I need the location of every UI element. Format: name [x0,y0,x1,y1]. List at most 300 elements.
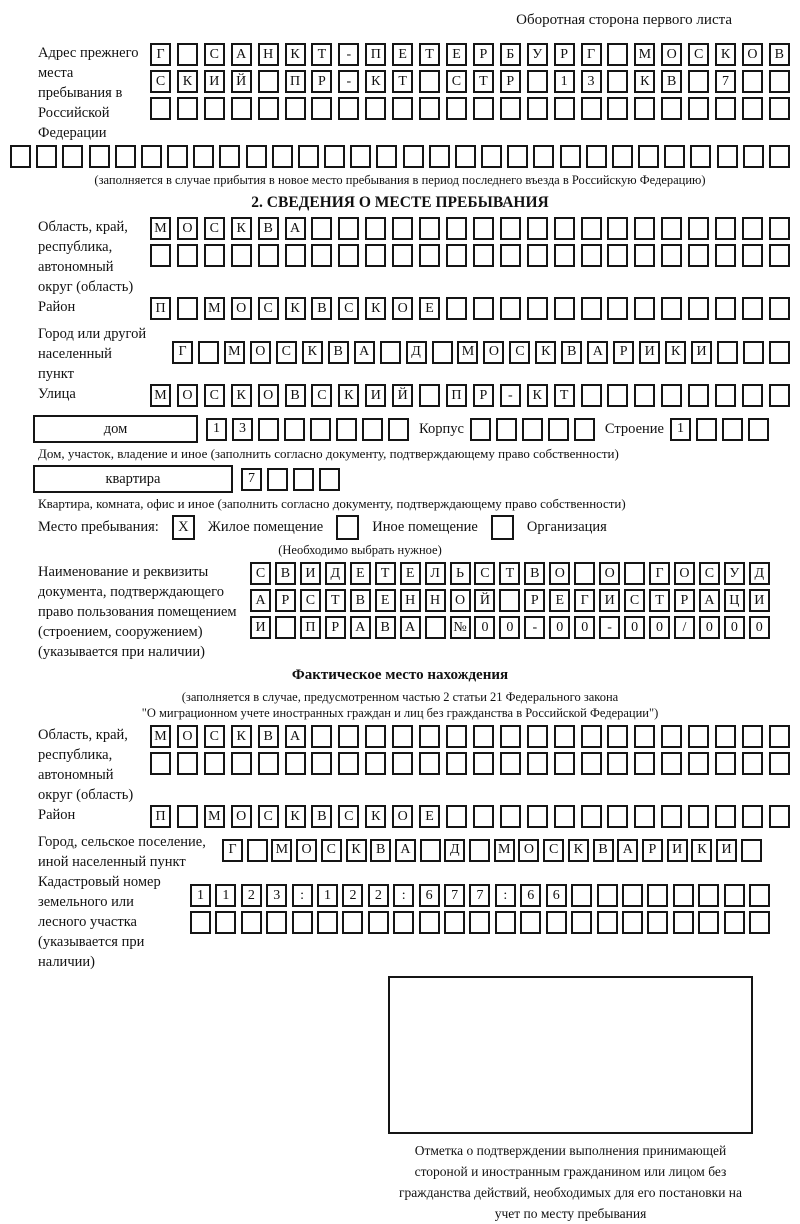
char-cell[interactable]: А [285,217,306,240]
char-cell[interactable]: 0 [549,616,570,639]
char-cell[interactable]: И [300,562,321,585]
char-cell[interactable] [388,418,409,441]
char-cell[interactable] [742,244,763,267]
char-cell[interactable] [403,145,424,168]
char-cell[interactable] [338,97,359,120]
char-cell[interactable] [150,244,171,267]
char-cell[interactable] [473,244,494,267]
char-cell[interactable] [769,217,790,240]
char-cell[interactable]: В [593,839,614,862]
char-cell[interactable] [717,341,738,364]
char-cell[interactable]: М [150,384,171,407]
char-cell[interactable]: Е [350,562,371,585]
char-cell[interactable] [469,911,490,934]
char-cell[interactable] [150,752,171,775]
char-cell[interactable] [607,244,628,267]
char-cell[interactable] [285,752,306,775]
char-cell[interactable]: Г [222,839,243,862]
char-cell[interactable]: А [395,839,416,862]
char-cell[interactable] [688,297,709,320]
dom-box[interactable]: дом [33,415,198,443]
char-cell[interactable] [586,145,607,168]
char-cell[interactable] [749,911,770,934]
char-cell[interactable]: П [365,43,386,66]
char-cell[interactable]: О [518,839,539,862]
char-cell[interactable] [392,725,413,748]
char-cell[interactable]: 1 [215,884,236,907]
char-cell[interactable]: П [285,70,306,93]
char-cell[interactable]: К [338,384,359,407]
char-cell[interactable]: К [527,384,548,407]
char-cell[interactable]: : [292,884,313,907]
char-cell[interactable]: М [457,341,478,364]
char-cell[interactable]: Т [554,384,575,407]
char-cell[interactable] [392,217,413,240]
char-cell[interactable] [612,145,633,168]
char-cell[interactable] [338,244,359,267]
char-cell[interactable]: 1 [206,418,227,441]
char-cell[interactable] [444,911,465,934]
char-cell[interactable]: К [568,839,589,862]
char-cell[interactable]: С [509,341,530,364]
char-cell[interactable] [571,911,592,934]
char-cell[interactable]: Р [642,839,663,862]
char-cell[interactable] [661,725,682,748]
char-cell[interactable] [688,384,709,407]
char-cell[interactable] [293,468,314,491]
char-cell[interactable] [607,70,628,93]
char-cell[interactable]: 3 [581,70,602,93]
char-cell[interactable]: К [365,70,386,93]
char-cell[interactable]: В [769,43,790,66]
char-cell[interactable] [715,805,736,828]
char-cell[interactable] [769,805,790,828]
char-cell[interactable]: Е [419,805,440,828]
char-cell[interactable]: О [599,562,620,585]
char-cell[interactable] [749,884,770,907]
char-cell[interactable]: В [661,70,682,93]
char-cell[interactable] [193,145,214,168]
char-cell[interactable] [634,217,655,240]
char-cell[interactable] [574,562,595,585]
char-cell[interactable] [362,418,383,441]
char-cell[interactable] [496,418,517,441]
char-cell[interactable]: Г [581,43,602,66]
char-cell[interactable] [688,70,709,93]
char-cell[interactable] [266,911,287,934]
char-cell[interactable]: - [500,384,521,407]
char-cell[interactable] [607,752,628,775]
char-cell[interactable]: А [231,43,252,66]
char-cell[interactable] [647,911,668,934]
char-cell[interactable]: У [527,43,548,66]
char-cell[interactable]: И [749,589,770,612]
char-cell[interactable]: О [258,384,279,407]
char-cell[interactable] [177,97,198,120]
char-cell[interactable] [741,839,762,862]
char-cell[interactable] [634,244,655,267]
char-cell[interactable]: В [328,341,349,364]
char-cell[interactable] [284,418,305,441]
char-cell[interactable]: 7 [444,884,465,907]
char-cell[interactable]: К [715,43,736,66]
char-cell[interactable] [554,725,575,748]
char-cell[interactable] [690,145,711,168]
char-cell[interactable]: О [177,384,198,407]
char-cell[interactable]: С [446,70,467,93]
char-cell[interactable] [500,725,521,748]
char-cell[interactable] [554,244,575,267]
char-cell[interactable]: Р [311,70,332,93]
char-cell[interactable]: № [450,616,471,639]
char-cell[interactable] [622,911,643,934]
char-cell[interactable]: С [204,725,225,748]
char-cell[interactable]: Г [150,43,171,66]
char-cell[interactable]: И [365,384,386,407]
char-cell[interactable] [769,145,790,168]
char-cell[interactable] [581,752,602,775]
char-cell[interactable] [742,97,763,120]
char-cell[interactable]: С [150,70,171,93]
char-cell[interactable]: О [392,805,413,828]
char-cell[interactable] [204,97,225,120]
char-cell[interactable] [419,384,440,407]
char-cell[interactable]: 0 [499,616,520,639]
char-cell[interactable]: О [661,43,682,66]
char-cell[interactable]: К [231,725,252,748]
char-cell[interactable] [392,752,413,775]
char-cell[interactable] [581,805,602,828]
char-cell[interactable] [607,43,628,66]
char-cell[interactable] [473,805,494,828]
char-cell[interactable]: О [231,805,252,828]
char-cell[interactable] [215,911,236,934]
char-cell[interactable] [715,752,736,775]
char-cell[interactable]: С [474,562,495,585]
char-cell[interactable] [419,244,440,267]
char-cell[interactable]: М [634,43,655,66]
char-cell[interactable]: С [276,341,297,364]
char-cell[interactable] [574,418,595,441]
char-cell[interactable] [581,97,602,120]
char-cell[interactable] [554,97,575,120]
char-cell[interactable] [717,145,738,168]
char-cell[interactable] [258,418,279,441]
char-cell[interactable] [743,145,764,168]
char-cell[interactable]: 0 [749,616,770,639]
char-cell[interactable] [500,297,521,320]
char-cell[interactable]: И [667,839,688,862]
char-cell[interactable] [769,341,790,364]
char-cell[interactable]: В [275,562,296,585]
char-cell[interactable] [365,217,386,240]
char-cell[interactable] [473,725,494,748]
char-cell[interactable]: В [311,297,332,320]
char-cell[interactable] [499,589,520,612]
char-cell[interactable]: 1 [670,418,691,441]
char-cell[interactable]: К [302,341,323,364]
char-cell[interactable] [89,145,110,168]
char-cell[interactable]: 7 [469,884,490,907]
char-cell[interactable]: Т [311,43,332,66]
char-cell[interactable] [698,911,719,934]
char-cell[interactable] [319,468,340,491]
char-cell[interactable] [298,145,319,168]
char-cell[interactable] [527,752,548,775]
char-cell[interactable] [742,384,763,407]
char-cell[interactable] [634,297,655,320]
char-cell[interactable]: 3 [266,884,287,907]
char-cell[interactable]: Й [231,70,252,93]
char-cell[interactable] [661,805,682,828]
char-cell[interactable]: В [311,805,332,828]
char-cell[interactable] [190,911,211,934]
char-cell[interactable]: П [300,616,321,639]
char-cell[interactable] [455,145,476,168]
char-cell[interactable]: В [285,384,306,407]
char-cell[interactable]: А [354,341,375,364]
char-cell[interactable]: С [300,589,321,612]
char-cell[interactable] [177,297,198,320]
char-cell[interactable] [673,884,694,907]
char-cell[interactable] [661,752,682,775]
char-cell[interactable] [177,805,198,828]
char-cell[interactable] [500,217,521,240]
char-cell[interactable] [446,297,467,320]
char-cell[interactable]: Е [419,297,440,320]
char-cell[interactable] [419,217,440,240]
char-cell[interactable] [115,145,136,168]
char-cell[interactable]: Д [444,839,465,862]
char-cell[interactable]: 0 [624,616,645,639]
char-cell[interactable] [231,97,252,120]
char-cell[interactable]: С [338,297,359,320]
char-cell[interactable]: 1 [554,70,575,93]
char-cell[interactable] [446,725,467,748]
char-cell[interactable] [664,145,685,168]
char-cell[interactable]: К [535,341,556,364]
char-cell[interactable] [258,752,279,775]
char-cell[interactable] [292,911,313,934]
char-cell[interactable] [661,297,682,320]
char-cell[interactable] [500,752,521,775]
char-cell[interactable] [724,884,745,907]
char-cell[interactable] [247,839,268,862]
char-cell[interactable]: М [271,839,292,862]
char-cell[interactable]: С [321,839,342,862]
char-cell[interactable]: 0 [699,616,720,639]
char-cell[interactable] [311,725,332,748]
char-cell[interactable]: А [617,839,638,862]
char-cell[interactable] [769,384,790,407]
char-cell[interactable]: Е [392,43,413,66]
char-cell[interactable] [393,911,414,934]
char-cell[interactable]: В [258,217,279,240]
char-cell[interactable] [560,145,581,168]
char-cell[interactable] [698,884,719,907]
char-cell[interactable]: С [688,43,709,66]
char-cell[interactable]: К [634,70,655,93]
char-cell[interactable] [715,384,736,407]
char-cell[interactable] [338,752,359,775]
char-cell[interactable] [310,418,331,441]
char-cell[interactable]: 0 [724,616,745,639]
char-cell[interactable] [500,97,521,120]
char-cell[interactable] [419,752,440,775]
char-cell[interactable]: 1 [317,884,338,907]
char-cell[interactable] [10,145,31,168]
char-cell[interactable]: С [338,805,359,828]
char-cell[interactable]: С [699,562,720,585]
char-cell[interactable] [548,418,569,441]
char-cell[interactable] [500,244,521,267]
char-cell[interactable] [419,97,440,120]
char-cell[interactable]: Г [172,341,193,364]
char-cell[interactable]: С [204,217,225,240]
char-cell[interactable] [392,97,413,120]
char-cell[interactable] [673,911,694,934]
char-cell[interactable]: О [549,562,570,585]
char-cell[interactable] [527,805,548,828]
char-cell[interactable] [36,145,57,168]
char-cell[interactable] [446,244,467,267]
char-cell[interactable] [62,145,83,168]
char-cell[interactable]: Н [258,43,279,66]
char-cell[interactable]: А [350,616,371,639]
char-cell[interactable]: - [599,616,620,639]
char-cell[interactable]: К [285,297,306,320]
char-cell[interactable]: О [250,341,271,364]
char-cell[interactable]: А [587,341,608,364]
char-cell[interactable]: В [375,616,396,639]
char-cell[interactable] [365,725,386,748]
char-cell[interactable] [527,297,548,320]
char-cell[interactable]: С [204,43,225,66]
char-cell[interactable] [338,217,359,240]
char-cell[interactable]: И [599,589,620,612]
char-cell[interactable]: М [494,839,515,862]
char-cell[interactable] [742,725,763,748]
char-cell[interactable]: Д [325,562,346,585]
char-cell[interactable]: С [543,839,564,862]
char-cell[interactable] [527,244,548,267]
char-cell[interactable]: К [665,341,686,364]
char-cell[interactable] [350,145,371,168]
char-cell[interactable] [715,217,736,240]
char-cell[interactable] [469,839,490,862]
char-cell[interactable] [715,244,736,267]
char-cell[interactable] [622,884,643,907]
char-cell[interactable] [546,911,567,934]
char-cell[interactable]: Т [375,562,396,585]
char-cell[interactable] [624,562,645,585]
char-cell[interactable] [769,97,790,120]
char-cell[interactable] [688,217,709,240]
char-cell[interactable]: Д [749,562,770,585]
char-cell[interactable]: Р [674,589,695,612]
char-cell[interactable]: Д [406,341,427,364]
char-cell[interactable]: Й [392,384,413,407]
char-cell[interactable] [246,145,267,168]
char-cell[interactable] [420,839,441,862]
char-cell[interactable]: К [691,839,712,862]
char-cell[interactable]: 3 [232,418,253,441]
char-cell[interactable]: Р [554,43,575,66]
char-cell[interactable] [715,297,736,320]
char-cell[interactable] [473,297,494,320]
char-cell[interactable]: Н [400,589,421,612]
char-cell[interactable] [177,244,198,267]
char-cell[interactable]: 1 [190,884,211,907]
char-cell[interactable] [554,217,575,240]
char-cell[interactable]: М [224,341,245,364]
char-cell[interactable]: 2 [241,884,262,907]
char-cell[interactable]: О [177,725,198,748]
char-cell[interactable]: С [250,562,271,585]
checkbox-organizaciya[interactable] [491,515,514,540]
char-cell[interactable]: О [742,43,763,66]
char-cell[interactable] [527,725,548,748]
char-cell[interactable] [688,244,709,267]
char-cell[interactable] [638,145,659,168]
checkbox-inoe[interactable] [336,515,359,540]
char-cell[interactable] [419,70,440,93]
char-cell[interactable]: Т [392,70,413,93]
char-cell[interactable] [607,97,628,120]
char-cell[interactable]: Н [425,589,446,612]
char-cell[interactable]: К [231,217,252,240]
char-cell[interactable]: К [285,43,306,66]
char-cell[interactable] [743,341,764,364]
char-cell[interactable] [688,97,709,120]
char-cell[interactable] [219,145,240,168]
char-cell[interactable] [470,418,491,441]
char-cell[interactable] [634,725,655,748]
char-cell[interactable]: С [204,384,225,407]
char-cell[interactable]: / [674,616,695,639]
char-cell[interactable] [748,418,769,441]
kvartira-box[interactable]: квартира [33,465,233,493]
char-cell[interactable]: 7 [241,468,262,491]
char-cell[interactable] [429,145,450,168]
char-cell[interactable] [661,217,682,240]
char-cell[interactable] [634,805,655,828]
char-cell[interactable]: Г [649,562,670,585]
char-cell[interactable]: П [446,384,467,407]
char-cell[interactable] [581,217,602,240]
char-cell[interactable] [581,297,602,320]
char-cell[interactable]: О [674,562,695,585]
char-cell[interactable] [581,384,602,407]
char-cell[interactable]: О [231,297,252,320]
char-cell[interactable] [380,341,401,364]
char-cell[interactable] [647,884,668,907]
char-cell[interactable] [607,805,628,828]
char-cell[interactable] [724,911,745,934]
char-cell[interactable] [241,911,262,934]
char-cell[interactable] [688,725,709,748]
char-cell[interactable]: И [639,341,660,364]
char-cell[interactable] [527,70,548,93]
char-cell[interactable]: А [250,589,271,612]
char-cell[interactable]: У [724,562,745,585]
char-cell[interactable] [607,384,628,407]
char-cell[interactable] [481,145,502,168]
char-cell[interactable]: Л [425,562,446,585]
char-cell[interactable]: : [495,884,516,907]
char-cell[interactable] [204,752,225,775]
char-cell[interactable] [419,911,440,934]
